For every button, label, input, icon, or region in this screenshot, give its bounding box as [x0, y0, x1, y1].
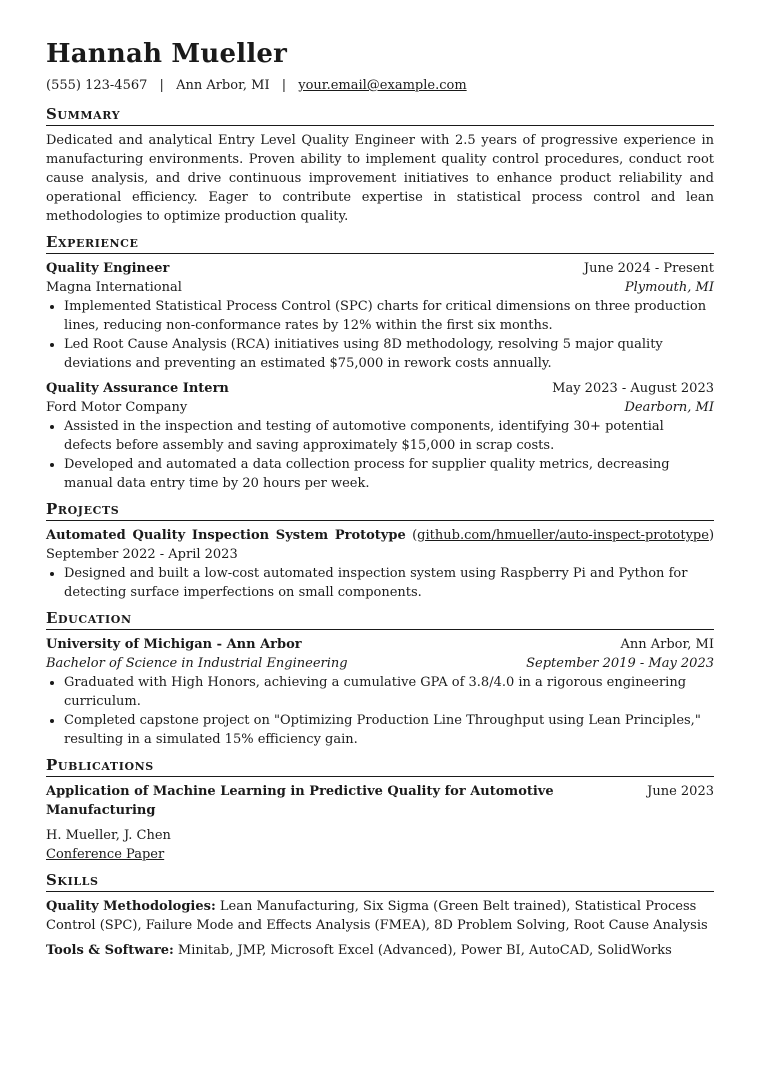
publication-type-link[interactable]: Conference Paper — [46, 847, 165, 862]
job-location: Plymouth, MI — [624, 280, 714, 295]
skill-value: Minitab, JMP, Microsoft Excel (Advanced), Power BI, AutoCAD, SolidWorks — [177, 943, 672, 958]
degree: Bachelor of Science in Industrial Engineering — [46, 656, 348, 671]
email-link[interactable]: your.email@example.com — [298, 78, 467, 93]
job-bullets — [46, 417, 714, 493]
project-dates: September 2022 - April 2023 — [46, 547, 238, 562]
project-bullets — [46, 564, 714, 602]
job-location: Dearborn, MI — [624, 400, 714, 415]
education-entry — [46, 635, 714, 749]
skill-label: Tools & Software: — [46, 943, 174, 958]
bullet-item: • Implemented Statistical Process Control (SPC) charts for critical dimensions on three production lines, reducing non-conformance rates by 12% within the first six months. — [64, 297, 714, 335]
publication-entry — [46, 782, 714, 864]
education-section — [46, 608, 714, 749]
bullet-item: • Developed and automated a data collection process for supplier quality metrics, decreasing manual data entry time by 20 hours per week. — [64, 455, 714, 493]
job-dates: May 2023 - August 2023 — [552, 381, 714, 396]
bullet-item: • Assisted in the inspection and testing of automotive components, identifying 30+ potential defects before assembly and saving approximately $15,000 in scrap costs. — [64, 417, 714, 455]
education-dates: September 2019 - May 2023 — [526, 656, 714, 671]
section-title-projects: Projects — [46, 499, 714, 521]
resume-page — [46, 38, 714, 966]
bullet-item: • Graduated with High Honors, achieving a cumulative GPA of 3.8/4.0 in a rigorous engineering curriculum. — [64, 673, 714, 711]
publication-authors: H. Mueller, J. Chen — [46, 828, 171, 843]
bullet-item: • Completed capstone project on "Optimizing Production Line Throughput using Lean Principles," resulting in a simulated 15% efficiency gain. — [64, 711, 714, 749]
separator: | — [281, 78, 287, 93]
school-location: Ann Arbor, MI — [620, 637, 714, 652]
bullet-item: • Led Root Cause Analysis (RCA) initiatives using 8D methodology, resolving 5 major quality deviations and preventing an estimated $75,000 in rework costs annually. — [64, 335, 714, 373]
phone-number: (555) 123-4567 — [46, 78, 148, 93]
summary-text: Dedicated and analytical Entry Level Quality Engineer with 2.5 years of progressive experience in manufacturing environments. Proven ability to implement quality control procedures, conduct root cause analysis, and drive continuous improvement initiatives to enhance product reliability and operational efficiency. Eager to contribute expertise in statistical process control and lean methodologies to optimize production quality. — [46, 133, 714, 224]
skills-section — [46, 870, 714, 960]
experience-section — [46, 232, 714, 493]
job-company: Ford Motor Company — [46, 400, 188, 415]
location: Ann Arbor, MI — [176, 78, 270, 93]
contact-line — [46, 76, 714, 95]
section-title-publications: Publications — [46, 755, 714, 777]
publication-title: Application of Machine Learning in Predictive Quality for Automotive Manufacturing — [46, 784, 554, 818]
job-entry — [46, 379, 714, 493]
projects-section — [46, 499, 714, 602]
section-title-education: Education — [46, 608, 714, 630]
job-company: Magna International — [46, 280, 182, 295]
project-entry: Automated Quality Inspection System Prototype (github.com/hmueller/auto-inspect-prototype) September 2022 - April 2023 • Designed and built a low-cost automated inspection system using Raspberry Pi and Python for detecting surface imperfections on small components. — [46, 526, 714, 602]
skill-group — [46, 941, 714, 960]
job-role: Quality Engineer — [46, 261, 170, 276]
section-title-experience: Experience — [46, 232, 714, 254]
section-title-skills: Skills — [46, 870, 714, 892]
bullet-item: • Designed and built a low-cost automated inspection system using Raspberry Pi and Python for detecting surface imperfections on small components. — [64, 564, 714, 602]
job-bullets — [46, 297, 714, 373]
job-dates: June 2024 - Present — [583, 261, 714, 276]
publication-date: June 2023 — [647, 784, 714, 799]
skill-value: Lean Manufacturing, Six Sigma (Green Belt trained), Statistical Process Control (SPC), Failure Mode and Effects Analysis (FMEA), 8D Problem Solving, Root Cause Analysis — [46, 899, 708, 933]
education-bullets — [46, 673, 714, 749]
summary-section — [46, 104, 714, 226]
candidate-name: Hannah Mueller — [46, 39, 288, 69]
section-title-summary: Summary — [46, 104, 714, 126]
separator: | — [159, 78, 164, 93]
school-name: University of Michigan - Ann Arbor — [46, 637, 302, 652]
project-name: Automated Quality Inspection System Prototype — [46, 528, 406, 543]
publications-section — [46, 755, 714, 864]
skill-group — [46, 897, 714, 935]
project-link[interactable]: github.com/hmueller/auto-inspect-prototype — [417, 528, 709, 543]
job-entry — [46, 259, 714, 373]
job-role: Quality Assurance Intern — [46, 381, 229, 396]
skill-label: Quality Methodologies: — [46, 899, 216, 914]
